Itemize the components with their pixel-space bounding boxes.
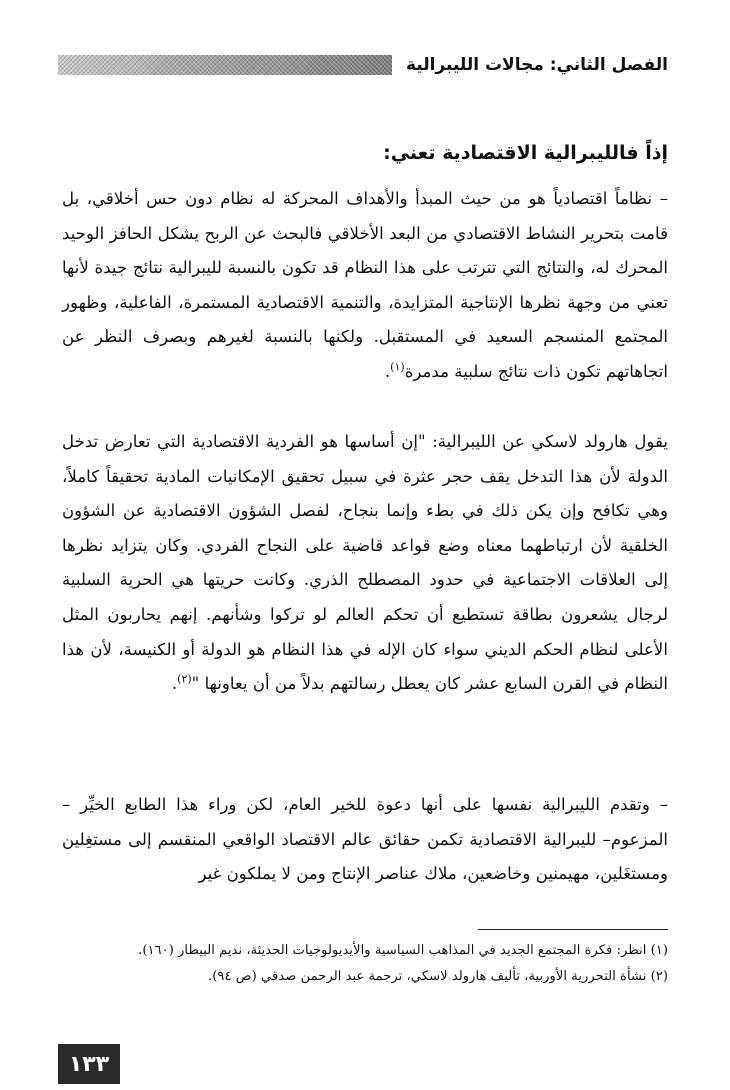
footnote-1: (١) انظر: فكرة المجتمع الجديد في المذاهب السياسية والأيديولوجيات الحديثة، نديم البيطار (١٦٠). [138,943,668,958]
paragraph-3 [62,788,668,892]
paragraph-1-end: . [384,361,391,381]
chapter-title: الفصل الثاني: مجالات الليبرالية [405,55,668,75]
running-header [58,52,668,78]
paragraph-1-text: – نظاماً اقتصادياً هو من حيث المبدأ والأهداف المحركة له نظام دون حس أخلاقي، بل قامت بتحرير النشاط الاقتصادي من البعد الأخلاقي فالبحث عن الربح يشكل الحافز الوحيد المحرك له، والنتائج التي تترتب على هذا النظام قد تكون بالنسبة لليبرالية نتائج جيدة لأنها تعني من وجهة نظرها الإنتاجية المتزايدة، والتنمية الاقتصادية المستمرة، الفاعلية، وظهور المجتمع المنسجم السعيد في المستقبل. ولكنها بالنسبة لغيرهم وبصرف النظر عن اتجاهاتهم تكون ذات نتائج سلبية مدمرة [62,189,668,381]
page-number: ١٣٣ [58,1044,120,1084]
header-decorative-bar [58,55,392,75]
footnotes [62,938,668,990]
paragraph-2-text: يقول هارولد لاسكي عن الليبرالية: "إن أساسها هو الفردية الاقتصادية التي تعارض تدخل الدولة لأن هذا التدخل يقف حجر عثرة في سبيل تحقيق الإمكانيات المادية تحقيقاً كاملاً، وهي تكافح وإن يكن ذلك في بطء وإنما بنجاح، لفصل الشؤون الاقتصادية عن الشؤون الخلقية لأن ارتباطهما معناه وضع قواعد قاضية على النجاح الفردي. وكان يتزايد نظرها إلى العلاقات الاجتماعية في حدود المصطلح الذري. وكانت حريتها هي الحرية السلبية لرجال يشعرون بطاقة تستطيع أن تحكم العالم لو تركوا وشأنهم. إنهم يحاربون المثل الأعلى لنظام الحكم الديني سواء كان الإله في هذا النظام هو الدولة أو الكنيسة، لأن هذا النظام في القرن السابع عشر كان يعطل رسالتهم بدلاً من أن يعاونها " [62,432,668,694]
paragraph-3-text: – وتقدم الليبرالية نفسها على أنها دعوة للخير العام، لكن وراء هذا الطابع الخيِّر –المزعوم– لليبرالية الاقتصادية تكمن حقائق عالم الاقتصاد الواقعي المنقسم إلى مستغِلين ومستغَلين، مهيمنين وخاضعين، ملاك عناصر الإنتاج ومن لا يملكون غير [62,795,668,884]
section-heading: إذاً فالليبرالية الاقتصادية تعني: [383,142,668,164]
footnote-ref-2[interactable]: (٢) [177,672,192,686]
footnote-ref-1[interactable]: (١) [390,360,405,374]
paragraph-1 [62,182,668,390]
paragraph-2-end: . [171,674,178,694]
paragraph-2 [62,425,668,702]
footnote-divider [478,929,668,930]
footnote-2: (٢) نشأة التحررية الأوربية، تأليف هارولد لاسكي، ترجمة عبد الرحمن صدقي (ص ٩٤). [208,969,668,984]
